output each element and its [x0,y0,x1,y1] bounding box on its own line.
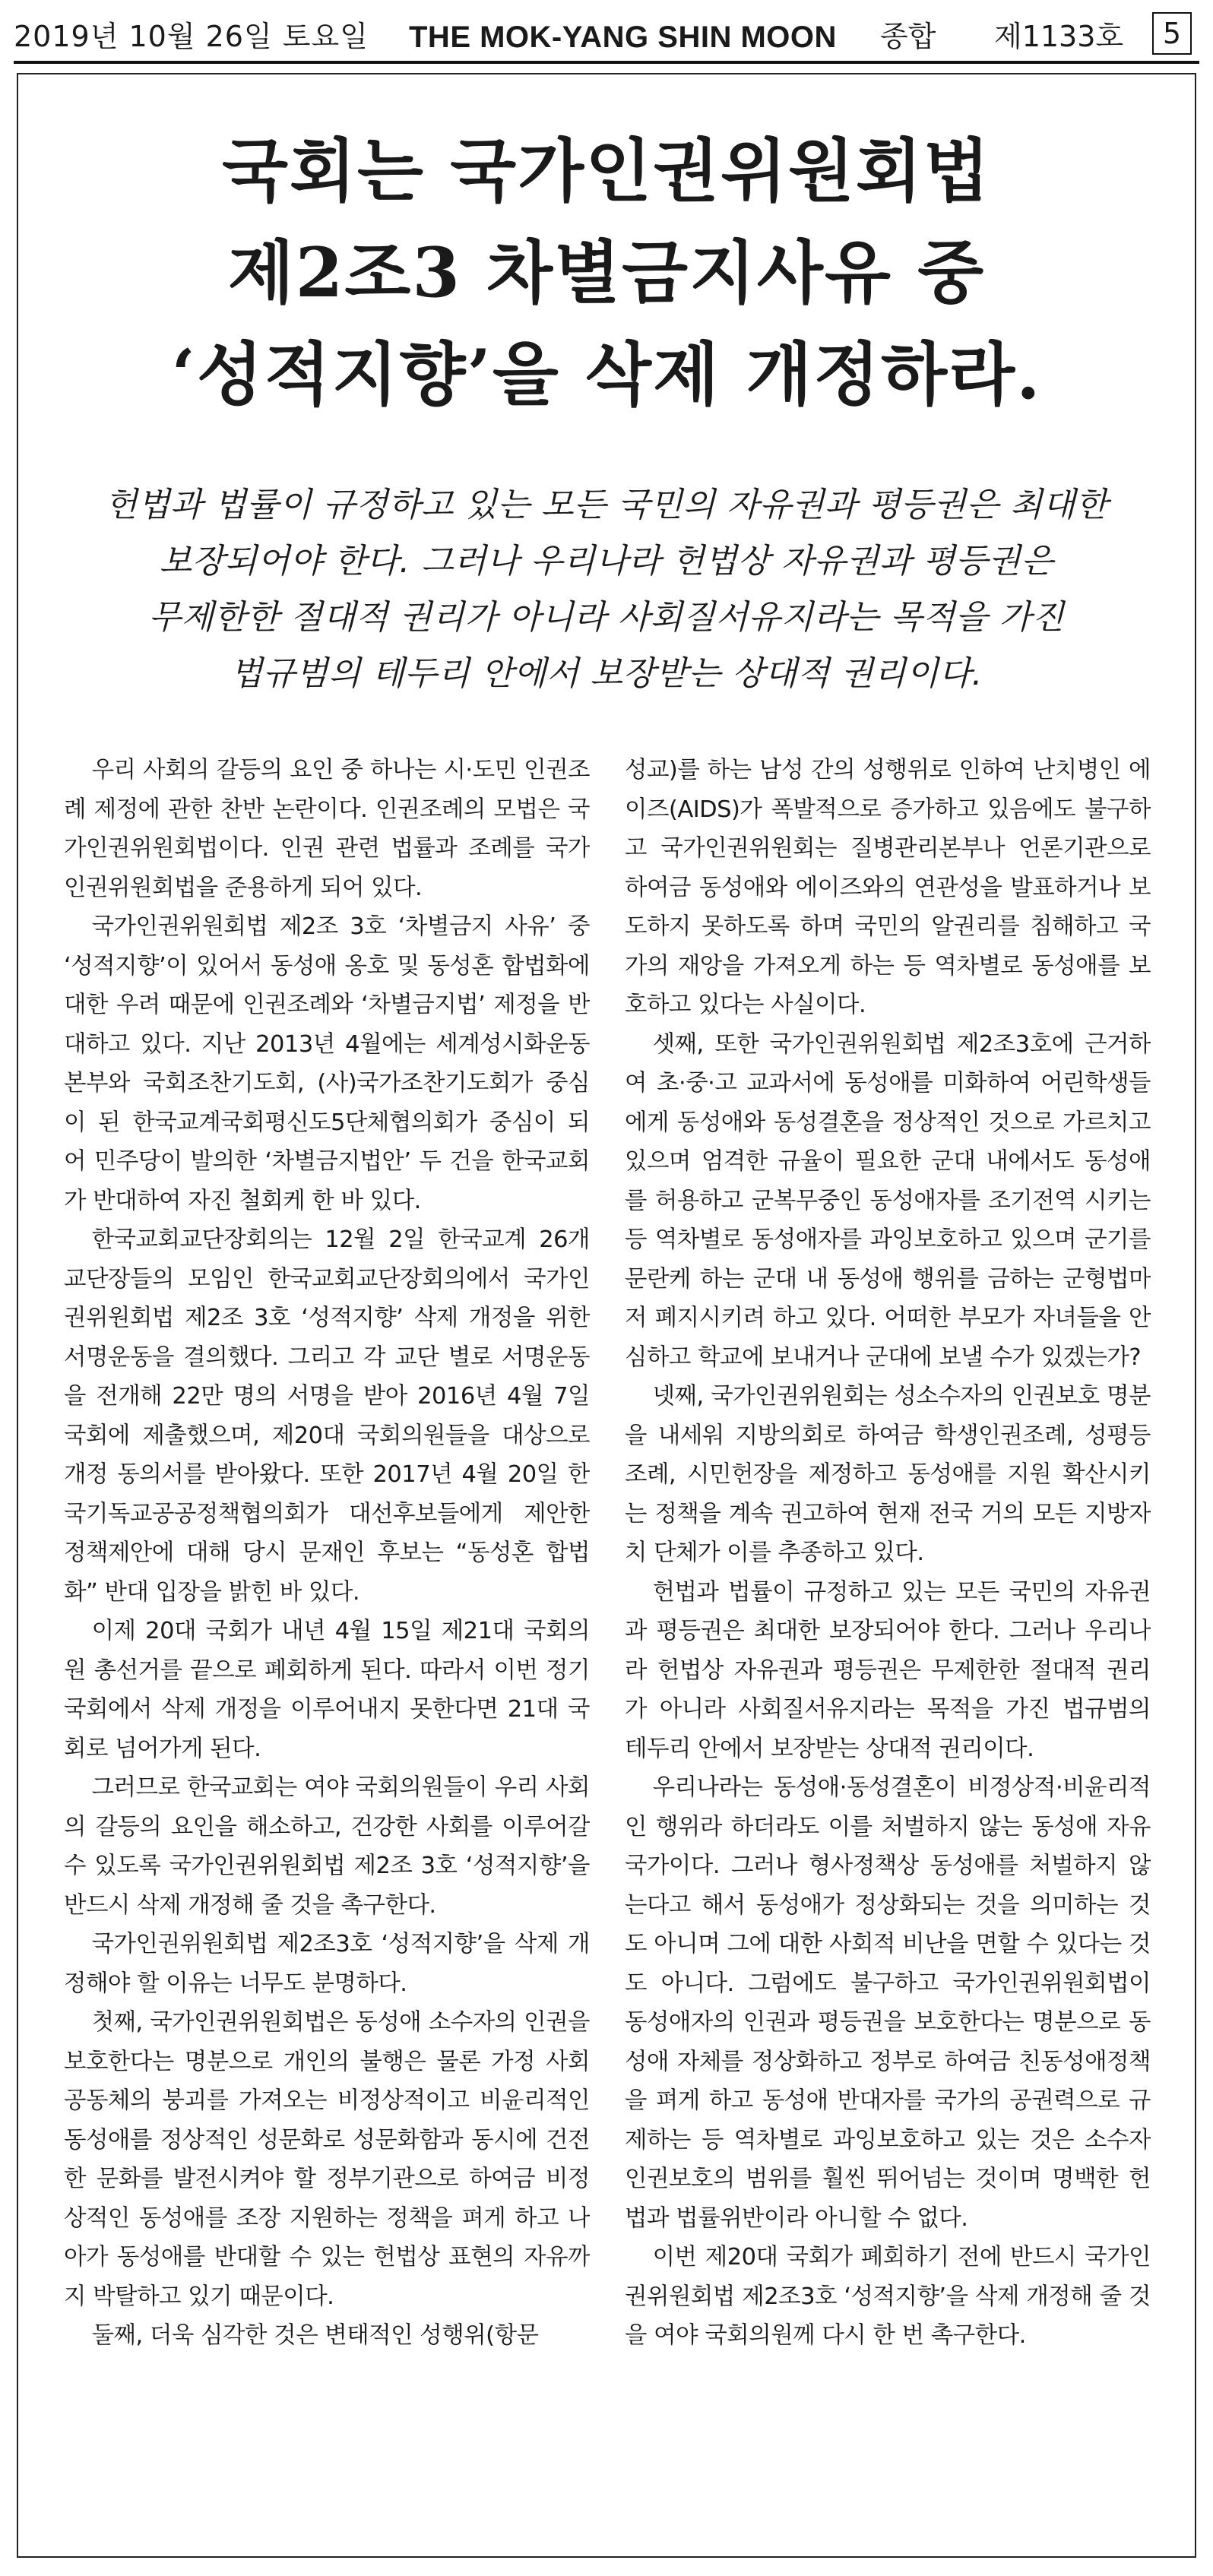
newspaper-name: THE MOK-YANG SHIN MOON [409,21,837,54]
paragraph: 둘째, 더욱 심각한 것은 변태적인 성행위(항문 [91,2322,539,2349]
left-column [64,751,590,2536]
issue-date: 2019년 10월 26일 토요일 [14,20,369,53]
headline-line: ‘성적지향’을 삭제 개정하라. [171,334,1042,415]
deck-line: 법규범의 테두리 안에서 보장받는 상대적 권리이다. [230,654,983,693]
section-name: 종합 [880,20,936,53]
paragraph: 넷째, 국가인권위원회는 성소수자의 인권보호 명분을 내세워 지방의회로 하여금 학생인권조례, 성평등조례, 시민헌장을 제정하고 동성애를 지원 확산시키는 정책을 계속 권고하여 현재 전국 거의 모든 지방자치 단체가 이를 추종하고 있다. [625,1383,1151,1566]
paragraph: 성교)를 하는 남성 간의 성행위로 인하여 난치병인 에이즈(AIDS)가 폭발적으로 증가하고 있음에도 불구하고 국가인권위원회는 질병관리본부나 언론기관으로 하여금 동성애와 에이즈와의 연관성을 발표하거나 보도하지 못하도록 하며 국민의 알권리를 침해하고 국가의 재앙을 가져오게 하는 등 역차별로 동성애를 보호하고 있다는 사실이다. [625,757,1151,1018]
paragraph: 셋째, 또한 국가인권위원회법 제2조3호에 근거하여 초·중·고 교과서에 동성애를 미화하여 어린학생들에게 동성애와 동성결혼을 정상적인 것으로 가르치고 있으며 엄격한 규율이 필요한 군대 내에서도 동성애를 허용하고 군복무중인 동성애자를 조기전역 시키는 등 역차별로 동성애자를 과잉보호하고 있으며 군기를 문란케 하는 군대 내 동성애 행위를 금하는 군형법마저 폐지시키려 하고 있다. 어떠한 부모가 자녀들을 안심하고 학교에 보내거나 군대에 보낼 수가 있겠는가? [625,1030,1151,1371]
page-number: 5 [1152,12,1192,55]
headline-line: 국회는 국가인권위원회법 [222,131,991,211]
issue-number: 제1133호 [994,20,1124,53]
deck-line: 무제한한 절대적 권리가 아니라 사회질서유지라는 목적을 가진 [148,598,1065,637]
paragraph: 우리 사회의 갈등의 요인 중 하나는 시·도민 인권조례 제정에 관한 찬반 논란이다. 인권조례의 모법은 국가인권위원회법이다. 인권 관련 법률과 조례를 국가인권위원회법을 준용하게 되어 있다. [64,757,590,901]
paragraph: 한국교회교단장회의는 12월 2일 한국교계 26개 교단장들의 모임인 한국교회교단장회의에서 국가인권위원회법 제2조 3호 ‘성적지향’ 삭제 개정을 위한 서명운동을 결의했다. 그리고 각 교단 별로 서명운동을 전개해 22만 명의 서명을 받아 2016년 4월 7일 국회에 제출했으며, 제20대 국회의원들을 대상으로 개정 동의서를 받아왔다. 또한 2017년 4월 20일 한국기독교공공정책협의회가 대선후보들에게 제안한 정책제안에 대해 당시 문재인 후보는 “동성혼 합법화” 반대 입장을 밝힌 바 있다. [64,1226,590,1606]
subtitle-deck [18,477,1195,702]
paragraph: 국가인권위원회법 제2조3호 ‘성적지향’을 삭제 개정해야 할 이유는 너무도 분명하다. [64,1931,590,1997]
article-frame [17,73,1196,2558]
paragraph: 첫째, 국가인권위원회법은 동성애 소수자의 인권을 보호한다는 명분으로 개인의 불행은 물론 가정 사회 공동체의 붕괴를 가져오는 비정상적이고 비윤리적인 동성애를 정상적인 성문화로 성문화함과 동시에 건전한 문화를 발전시켜야 할 정부기관으로 하여금 비정상적인 동성애를 조장 지원하는 정책을 펴게 하고 나아가 동성애를 반대할 수 있는 헌법상 표현의 자유까지 박탈하고 있기 때문이다. [64,2009,590,2310]
paragraph: 우리나라는 동성애·동성결혼이 비정상적·비윤리적인 행위라 하더라도 이를 처벌하지 않는 동성애 자유국가이다. 그러나 형사정책상 동성애를 처벌하지 않는다고 해서 동성애가 정상화되는 것을 의미하는 것도 아니며 그에 대한 사회적 비난을 면할 수 있다는 것도 아니다. 그럼에도 불구하고 국가인권위원회법이 동성애자의 인권과 평등권을 보호한다는 명분으로 동성애 자체를 정상화하고 정부로 하여금 친동성애정책을 펴게 하고 동성애 반대자를 국가의 공권력으로 규제하는 등 역차별로 과잉보호하고 있는 것은 소수자 인권보호의 범위를 훨씬 뛰어넘는 것이며 명백한 헌법과 법률위반이라 아니할 수 없다. [625,1774,1151,2232]
headline-line: 제2조3 차별금지사유 중 [227,233,986,313]
deck-line: 헌법과 법률이 규정하고 있는 모든 국민의 자유권과 평등권은 최대한 [105,486,1108,524]
article-body [64,751,1151,2536]
masthead [14,11,1199,64]
paragraph: 이번 제20대 국회가 폐회하기 전에 반드시 국가인권위원회법 제2조3호 ‘성적지향’을 삭제 개정해 줄 것을 여야 국회의원께 다시 한 번 촉구한다. [625,2244,1151,2349]
paragraph: 국가인권위원회법 제2조 3호 ‘차별금지 사유’ 중 ‘성적지향’이 있어서 동성애 옹호 및 동성혼 합법화에 대한 우려 때문에 인권조례와 ‘차별금지법’ 제정을 반대하고 있다. 지난 2013년 4월에는 세계성시화운동본부와 국회조찬기도회, (사)국가조찬기도회가 중심이 된 한국교계국회평신도5단체협의회가 중심이 되어 민주당이 발의한 ‘차별금지법안’ 두 건을 한국교회가 반대하여 자진 철회케 한 바 있다. [64,913,590,1214]
right-column [625,751,1151,2536]
paragraph: 헌법과 법률이 규정하고 있는 모든 국민의 자유권과 평등권은 최대한 보장되어야 한다. 그러나 우리나라 헌법상 자유권과 평등권은 무제한한 절대적 권리가 아니라 사회질서유지라는 목적을 가진 법규범의 테두리 안에서 보장받는 상대적 권리이다. [625,1578,1151,1762]
headline [18,120,1195,426]
paragraph: 이제 20대 국회가 내년 4월 15일 제21대 국회의원 총선거를 끝으로 폐회하게 된다. 따라서 이번 정기국회에서 삭제 개정을 이루어내지 못한다면 21대 국회로 넘어가게 된다. [64,1618,590,1762]
paragraph: 그러므로 한국교회는 여야 국회의원들이 우리 사회의 갈등의 요인을 해소하고, 건강한 사회를 이루어갈 수 있도록 국가인권위원회법 제2조 3호 ‘성적지향’을 반드시 삭제 개정해 줄 것을 촉구한다. [64,1774,590,1919]
deck-line: 보장되어야 한다. 그러나 우리나라 헌법상 자유권과 평등권은 [159,542,1054,581]
